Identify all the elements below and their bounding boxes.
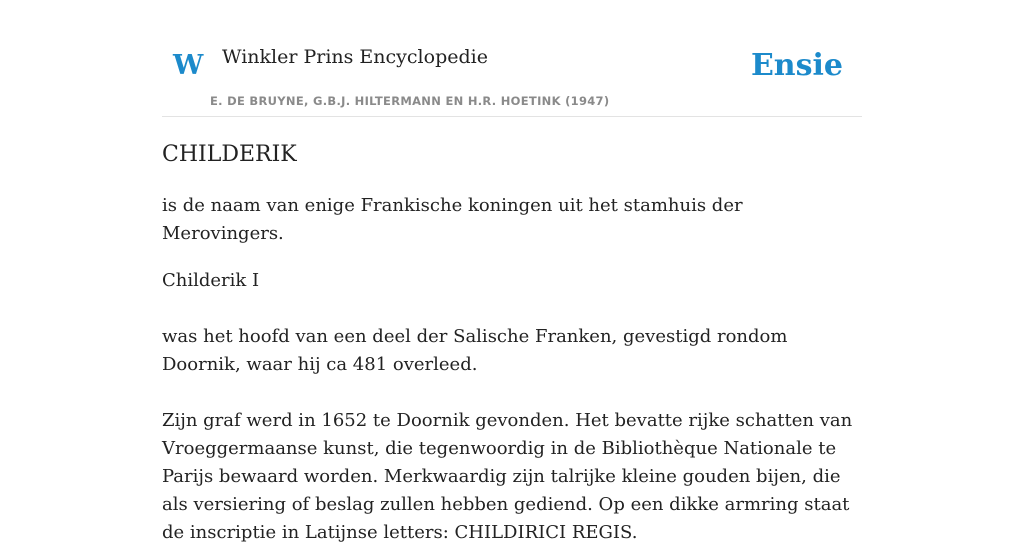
article-subheading: Childerik I (162, 270, 260, 291)
source-logo[interactable]: W (173, 50, 204, 81)
source-title[interactable]: Winkler Prins Encyclopedie (222, 46, 488, 68)
article-intro: is de naam van enige Frankische koningen uit het stamhuis der Merovingers. (162, 195, 743, 244)
ensie-logo[interactable]: Ensie (750, 48, 843, 83)
article (162, 140, 862, 547)
source-authors: E. DE BRUYNE, G.B.J. HILTERMANN EN H.R. HOETINK (1947) (210, 94, 610, 108)
article-paragraph: Zijn graf werd in 1652 te Doornik gevonden. Het bevatte rijke schatten van Vroeggermaanse kunst, die tegenwoordig in de Bibliothèque Nationale te Parijs bewaard worden. Merkwaardig zijn talrijke kleine gouden bijen, die als versiering of beslag zullen hebben gediend. Op een dikke armring staat de inscriptie in Latijnse letters: CHILDIRICI REGIS. (162, 410, 853, 543)
source-header (162, 0, 862, 117)
article-paragraph: was het hoofd van een deel der Salische Franken, gevestigd rondom Doornik, waar hij ca 481 overleed. (162, 326, 788, 375)
article-title: CHILDERIK (162, 142, 297, 167)
